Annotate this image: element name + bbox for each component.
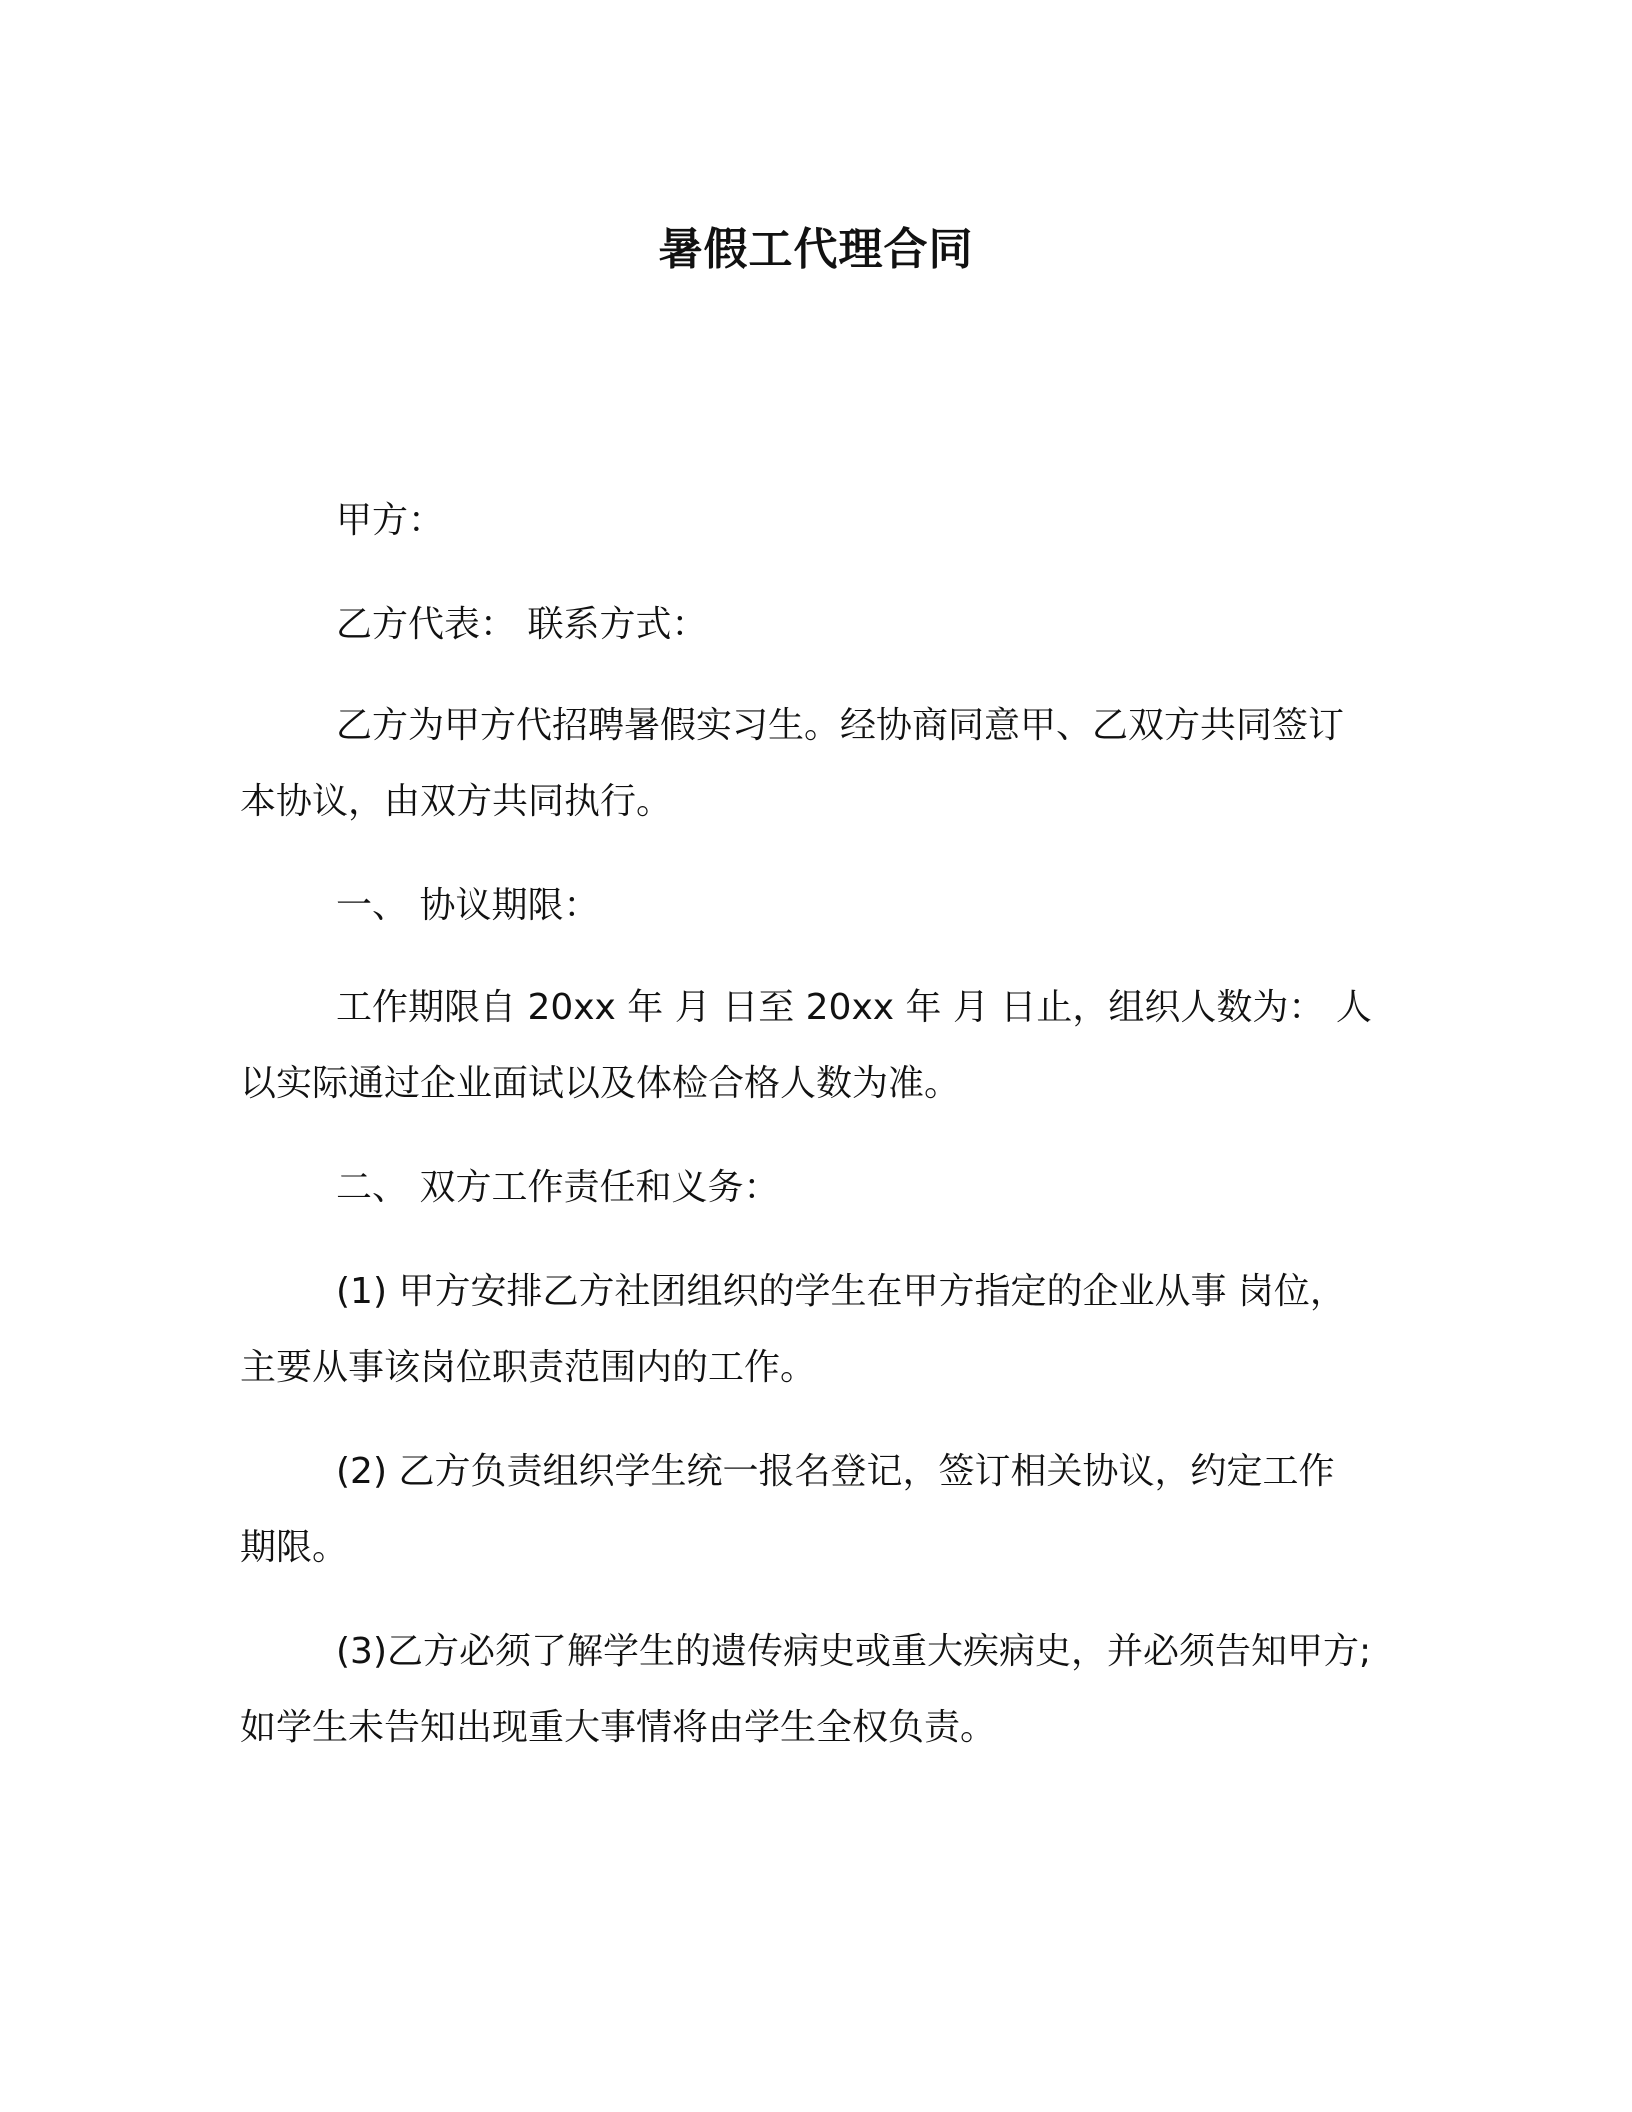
item3-line-1: (3)乙方必须了解学生的遗传病史或重大疾病史，并必须告知甲方; — [336, 1631, 1372, 1672]
section2-heading — [240, 1150, 1400, 1226]
item2-paragraph — [240, 1434, 1400, 1586]
party-a-line — [240, 483, 1400, 559]
section1-line-1: 工作期限自 20xx 年 月 日至 20xx 年 月 日止，组织人数为： 人 — [336, 987, 1372, 1028]
section1-paragraph — [240, 970, 1400, 1122]
item1-paragraph — [240, 1254, 1400, 1406]
intro-line-2: 本协议，由双方共同执行。 — [240, 781, 673, 822]
item2-line-2: 期限。 — [240, 1527, 349, 1568]
section1-line-2: 以实际通过企业面试以及体检合格人数为准。 — [240, 1063, 961, 1104]
party-a-label: 甲方： — [336, 500, 445, 541]
intro-line-1: 乙方为甲方代招聘暑假实习生。经协商同意甲、乙双方共同签订 — [336, 705, 1345, 746]
item1-line-2: 主要从事该岗位职责范围内的工作。 — [240, 1347, 817, 1388]
party-b-line — [240, 587, 1400, 663]
section2-heading-text: 二、 双方工作责任和义务： — [336, 1167, 780, 1208]
section1-heading-text: 一、 协议期限： — [336, 885, 600, 926]
intro-paragraph — [240, 688, 1400, 840]
party-b-label: 乙方代表： 联系方式： — [336, 604, 708, 645]
item2-line-1: (2) 乙方负责组织学生统一报名登记，签订相关协议，约定工作 — [336, 1451, 1335, 1492]
item3-paragraph — [240, 1614, 1400, 1766]
document-title: 暑假工代理合同 — [658, 224, 974, 275]
item3-line-2: 如学生未告知出现重大事情将由学生全权负责。 — [240, 1707, 997, 1748]
item1-line-1: (1) 甲方安排乙方社团组织的学生在甲方指定的企业从事 岗位， — [336, 1271, 1346, 1312]
section1-heading — [240, 868, 1400, 944]
